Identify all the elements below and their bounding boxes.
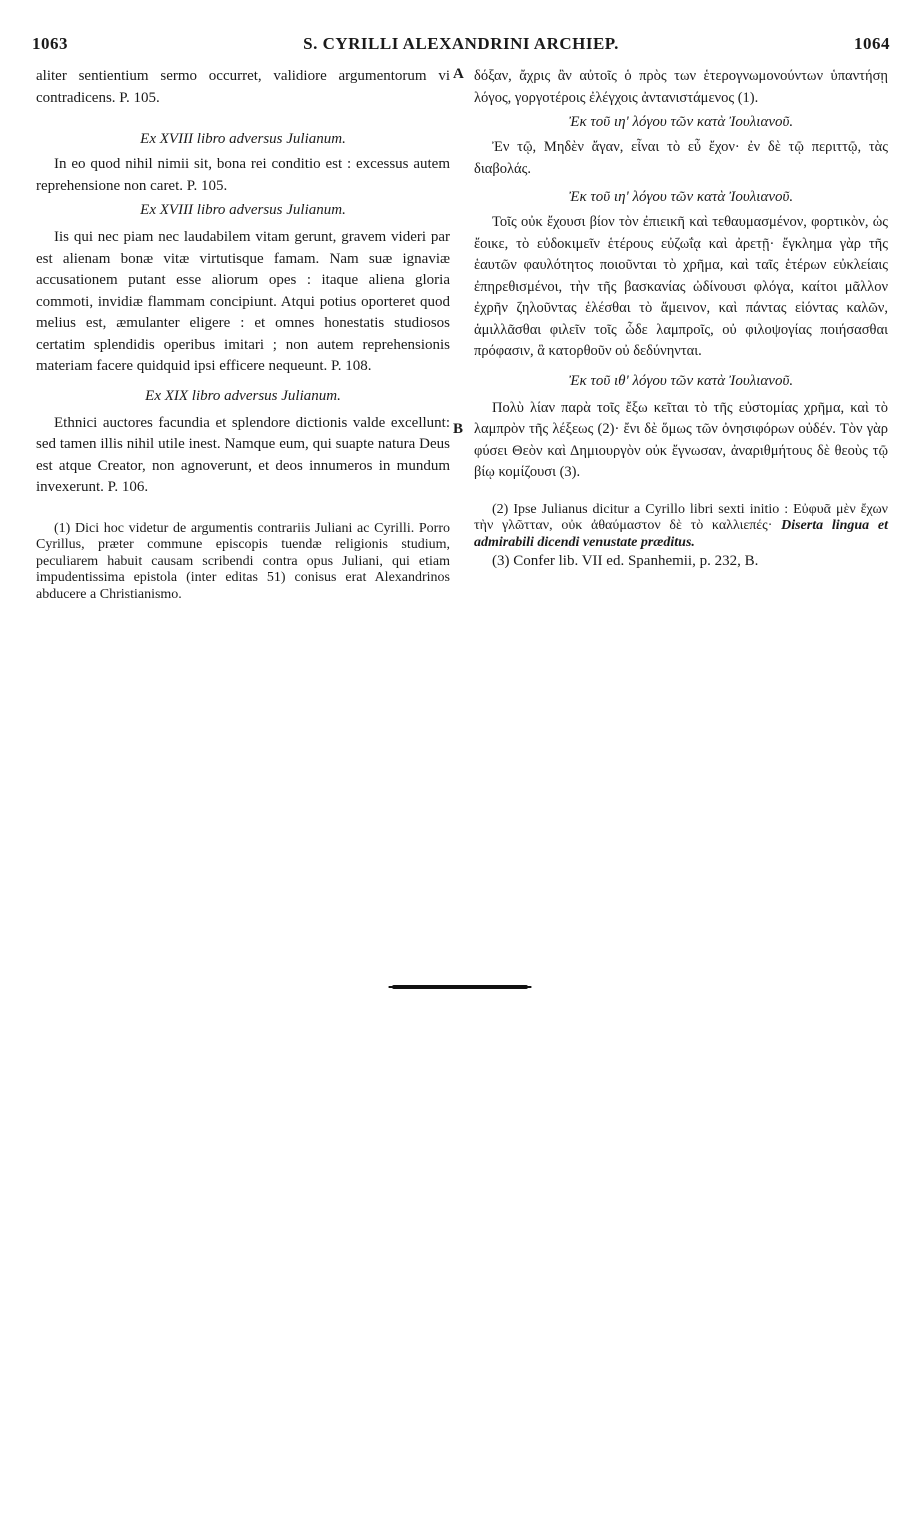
latin-column bbox=[36, 66, 450, 603]
end-rule bbox=[392, 985, 528, 989]
latin-paragraph-4: Ethnici auctores facundia et splendore dictionis valde excellunt: sed tamen illis nihil utile inest. Namque eum, qui suapte natura Deus est atque Creator, non agnoverunt, et deos innumeros in mundum invexerunt. P. 106. bbox=[36, 414, 450, 495]
greek-paragraph-4: Πολὺ λίαν παρὰ τοῖς ἔξω κεῖται τὸ τῆς εὐστομίας χρῆμα, καὶ τὸ λαμπρὸν τῆς λέξεως (2)· ἔνι δὲ ὅμως τῶν ὀνησιφόρων οὐδέν. Τὸν γὰρ φύσει Θεὸν καὶ Δημιουργὸν οὐκ ἔγνωσαν, ἀναριθμήτους δὲ θεοὺς τῷ βίῳ κομίζουσι (3). bbox=[474, 399, 888, 480]
greek-paragraph-1: δόξαν, ἄχρις ἂν αὐτοῖς ὁ πρὸς των ἑτερογνωμονούντων ὑπαντήσῃ λόγος, γοργοτέροις ἐλέγχοις ἀντανιστάμενος (1). bbox=[474, 68, 888, 106]
footnote-2-translation: Diserta lingua et admirabili dicendi venustate præditus. bbox=[474, 518, 888, 550]
margin-letter-a: A bbox=[453, 66, 464, 82]
left-page-number: 1063 bbox=[32, 34, 68, 53]
latin-heading-1: Ex XVIII libro adversus Julianum. bbox=[140, 131, 346, 147]
latin-heading-2: Ex XVIII libro adversus Julianum. bbox=[140, 202, 346, 218]
footnote-2 bbox=[474, 502, 888, 552]
greek-paragraph-2: Ἐν τῷ, Μηδὲν ἄγαν, εἶναι τὸ εὖ ἔχον· ἐν δὲ τῷ περιττῷ, τὰς διαβολάς. bbox=[474, 139, 888, 177]
greek-heading-3: Ἐκ τοῦ ιθ' λόγου τῶν κατὰ Ἰουλιανοῦ. bbox=[568, 372, 794, 389]
running-title: S. CYRILLI ALEXANDRINI ARCHIEP. bbox=[303, 34, 619, 53]
footnote-2-text: (2) Ipse Julianus dicitur a Cyrillo libri sexti initio : Εὐφυᾶ μὲν ἔχων τὴν γλῶτταν, οὐκ ἀθαύμαστον δὲ τὸ καλλιεπές· bbox=[474, 501, 888, 533]
page-header bbox=[32, 34, 890, 60]
latin-paragraph-1: aliter sentientium sermo occurret, validiore argumentorum vi contradicens. P. 105. bbox=[36, 68, 450, 106]
greek-heading-1: Ἐκ τοῦ ιη' λόγου τῶν κατὰ Ἰουλιανοῦ. bbox=[568, 114, 794, 130]
latin-paragraph-3: Iis qui nec piam nec laudabilem vitam gerunt, gravem videri par est alienam bonæ vitæ virtutisque famam. Nam suæ ignaviæ accusationem putant esse aliorum opes : itaque aliena gloria commoti, invidiæ flammam concipiunt. Atqui potius oporteret quod melius est, æmulanter eligere : et omnes honestatis studiosos certatim splendidis operibus imitari ; non autem reprehensionis materiam facere quidquid ipsi efficere nequeunt. P. 108. bbox=[36, 229, 450, 374]
margin-letter-b: B bbox=[453, 421, 464, 437]
latin-paragraph-2: In eo quod nihil nimii sit, bona rei conditio est : excessus autem reprehensione non caret. P. 105. bbox=[36, 156, 450, 194]
greek-heading-2: Ἐκ τοῦ ιη' λόγου τῶν κατὰ Ἰουλιανοῦ. bbox=[568, 189, 794, 205]
right-page-number: 1064 bbox=[854, 34, 890, 53]
footnote-3: (3) Confer lib. VII ed. Spanhemii, p. 232, B. bbox=[492, 553, 759, 569]
greek-column bbox=[474, 66, 888, 570]
greek-paragraph-3: Τοῖς οὐκ ἔχουσι βίον τὸν ἐπιεικῆ καὶ τεθαυμασμένον, φορτικὸν, ὡς ἔοικε, τὸ εὐδοκιμεῖν ἑτέρους εὐζωΐᾳ καὶ ἀρετῇ· ἔγκλημα γὰρ τῆς ἑαυτῶν φαυλότητος ποιοῦνται τὸ χρῆμα, καὶ ταῖς ἑτέρων εὐκλείαις ἐπηρεθισμένοι, τὴν τῆς βασκανίας ὠδίνουσι φλόγα, καίτοι μᾶλλον ἐχρῆν ζηλοῦντας ἑλέσθαι τὸ ἄμεινον, καὶ πάντας εἰόντας καλῶν, ἁμιλλᾶσθαι φιλεῖν τοῖς ὧδε λαμπροῖς, οὐ φιλοψογίας ποιήσασθαι πρόφασιν, ἃ κατορθοῦν οὐ δεδύνηνται. bbox=[474, 214, 888, 359]
latin-heading-3: Ex XIX libro adversus Julianum. bbox=[145, 387, 341, 404]
footnote-1: (1) Dici hoc videtur de argumentis contrariis Juliani ac Cyrilli. Porro Cyrillus, præter commune episcopis tuendæ religionis studium, peculiarem habuit causam scribendi contra opus Juliani, qui etiam impudentissima epistola (inter editas 51) conisus erat Alexandrinos abducere a Christianismo. bbox=[36, 520, 450, 602]
